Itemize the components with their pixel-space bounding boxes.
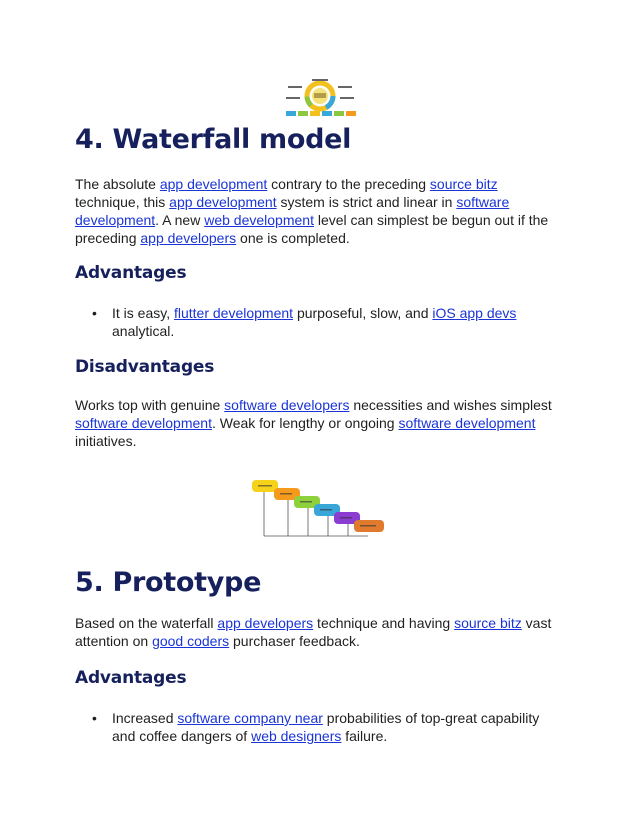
inline-link-ios-app-devs[interactable]: iOS app devs (432, 305, 517, 321)
prototype-intro-paragraph: Based on the waterfall app developers technique and having source bitz vast attention on good coders purchaser feedback. (75, 615, 552, 649)
inline-link-source-bitz[interactable]: source bitz (454, 615, 522, 631)
inline-link-web-development[interactable]: web development (204, 212, 314, 228)
inline-link-software-development[interactable]: software development (75, 194, 510, 228)
heading-waterfall-model: 4. Waterfall model (75, 124, 352, 155)
inline-link-web-designers[interactable]: web designers (251, 728, 342, 744)
inline-link-software-development[interactable]: software development (398, 415, 536, 431)
waterfall-advantages-item (92, 304, 562, 340)
inline-link-source-bitz[interactable]: source bitz (429, 176, 498, 192)
inline-link-software-development[interactable]: software development (75, 415, 212, 431)
prototype-advantages-item (92, 709, 562, 745)
inline-link-good-coders[interactable]: good coders (152, 633, 230, 649)
inline-link-app-developers[interactable]: app developers (217, 615, 314, 631)
prototype-advantages-text: Increased software company near probabilities of top-great capability and coffee dangers of web designers failure. (112, 710, 540, 744)
inline-link-software-developers[interactable]: software developers (224, 397, 350, 413)
waterfall-advantages-text: It is easy, flutter development purposeful, slow, and iOS app devs analytical. (112, 305, 517, 339)
inline-link-app-developers[interactable]: app developers (140, 230, 237, 246)
bullet-dot: • (92, 710, 97, 726)
inline-link-app-development[interactable]: app development (159, 176, 268, 192)
inline-link-software-company-near[interactable]: software company near (177, 710, 323, 726)
inline-link-app-development[interactable]: app development (169, 194, 277, 210)
waterfall-disadvantages-heading: Disadvantages (75, 357, 215, 377)
inline-link-flutter-development[interactable]: flutter development (173, 305, 294, 321)
heading-prototype: 5. Prototype (75, 567, 262, 598)
sdlc-cycle-diagram (282, 78, 358, 118)
waterfall-advantages-heading: Advantages (75, 263, 187, 283)
waterfall-step-boxes (252, 480, 384, 532)
bullet-dot: • (92, 305, 97, 321)
prototype-advantages-heading: Advantages (75, 668, 187, 688)
waterfall-disadvantages-paragraph: Works top with genuine software developers necessities and wishes simplest software development. Weak for lengthy or ongoing software development initiatives. (75, 397, 552, 449)
waterfall-intro-paragraph: The absolute app development contrary to the preceding source bitz technique, this app development system is strict and linear in software development. A new web development level can simplest be begun out if the preceding app developers one is completed. (75, 176, 549, 246)
waterfall-steps-diagram (248, 478, 390, 540)
